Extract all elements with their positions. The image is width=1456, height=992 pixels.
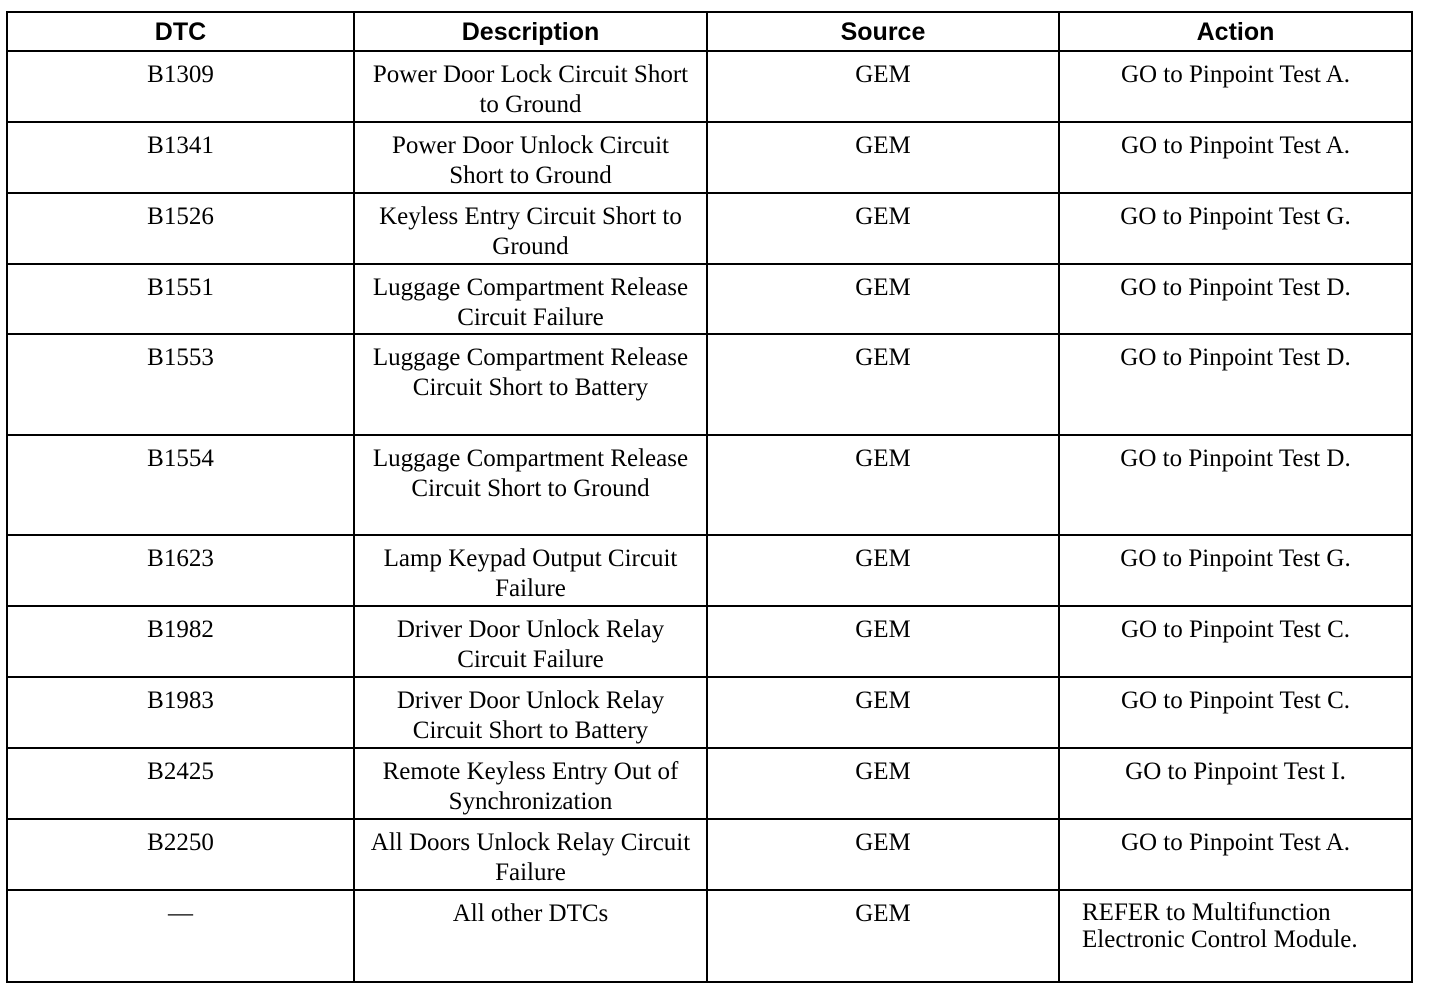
description-text: Power Door Unlock Circuit Short to Ground — [391, 132, 670, 189]
source-text: GEM — [855, 900, 911, 927]
table-row — [7, 535, 1412, 606]
table-row — [7, 264, 1412, 334]
table-header — [7, 12, 1412, 51]
description-text: Keyless Entry Circuit Short to Ground — [379, 203, 682, 260]
description-cell — [354, 51, 707, 122]
source-text: GEM — [855, 545, 911, 572]
dtc-cell — [7, 535, 354, 606]
source-cell — [707, 122, 1059, 193]
table-row — [7, 748, 1412, 819]
description-cell — [354, 606, 707, 677]
table-row — [7, 819, 1412, 890]
source-text: GEM — [855, 445, 911, 472]
dtc-code: B1551 — [147, 274, 214, 301]
action-cell — [1059, 677, 1412, 748]
dtc-code: B1983 — [147, 687, 214, 714]
action-text: GO to Pinpoint Test A. — [1120, 132, 1351, 159]
source-text: GEM — [855, 344, 911, 371]
action-cell — [1059, 435, 1412, 535]
dtc-cell — [7, 334, 354, 435]
table-row — [7, 890, 1412, 982]
description-text: Luggage Compartment Release Circuit Failure — [372, 274, 689, 331]
source-cell — [707, 606, 1059, 677]
action-cell — [1059, 334, 1412, 435]
dtc-cell — [7, 435, 354, 535]
description-cell — [354, 535, 707, 606]
source-cell — [707, 193, 1059, 264]
source-text: GEM — [855, 203, 911, 230]
source-text: GEM — [855, 61, 911, 88]
action-text: GO to Pinpoint Test D. — [1120, 274, 1351, 301]
description-cell — [354, 264, 707, 334]
table-body — [7, 51, 1412, 982]
action-text: GO to Pinpoint Test C. — [1120, 687, 1351, 714]
dtc-code: B1526 — [147, 203, 214, 230]
dtc-cell — [7, 890, 354, 982]
action-text: GO to Pinpoint Test I. — [1125, 758, 1346, 785]
source-cell — [707, 334, 1059, 435]
description-cell — [354, 890, 707, 982]
action-text: GO to Pinpoint Test A. — [1120, 61, 1351, 88]
dtc-cell — [7, 122, 354, 193]
header-dtc: DTC — [7, 12, 354, 51]
dtc-cell — [7, 51, 354, 122]
action-cell — [1059, 748, 1412, 819]
action-cell — [1059, 819, 1412, 890]
dtc-cell — [7, 193, 354, 264]
description-text: Driver Door Unlock Relay Circuit Short to Battery — [396, 687, 665, 744]
dtc-code: — — [168, 900, 193, 927]
dtc-cell — [7, 606, 354, 677]
table-row — [7, 122, 1412, 193]
dtc-code: B1309 — [147, 61, 214, 88]
table-row — [7, 51, 1412, 122]
source-text: GEM — [855, 758, 911, 785]
description-text: Driver Door Unlock Relay Circuit Failure — [396, 616, 665, 673]
header-row — [7, 12, 1412, 51]
dtc-table — [6, 11, 1413, 983]
source-cell — [707, 819, 1059, 890]
description-cell — [354, 193, 707, 264]
description-cell — [354, 748, 707, 819]
description-text: Remote Keyless Entry Out of Synchronization — [382, 758, 679, 815]
action-text: REFER to Multifunction Electronic Control Module. — [1082, 899, 1358, 953]
description-cell — [354, 122, 707, 193]
source-cell — [707, 748, 1059, 819]
header-description: Description — [354, 12, 707, 51]
source-cell — [707, 435, 1059, 535]
action-cell — [1059, 535, 1412, 606]
source-cell — [707, 264, 1059, 334]
source-text: GEM — [855, 274, 911, 301]
action-cell — [1059, 606, 1412, 677]
action-text: GO to Pinpoint Test G. — [1120, 545, 1351, 572]
action-text: GO to Pinpoint Test D. — [1120, 445, 1351, 472]
table-row — [7, 435, 1412, 535]
description-cell — [354, 435, 707, 535]
description-cell — [354, 334, 707, 435]
description-cell — [354, 819, 707, 890]
dtc-code: B2425 — [147, 758, 214, 785]
action-text: GO to Pinpoint Test A. — [1120, 829, 1351, 856]
source-cell — [707, 677, 1059, 748]
table-row — [7, 193, 1412, 264]
dtc-cell — [7, 264, 354, 334]
action-cell — [1059, 264, 1412, 334]
dtc-code: B1553 — [147, 344, 214, 371]
source-text: GEM — [855, 687, 911, 714]
action-text: GO to Pinpoint Test D. — [1120, 344, 1351, 371]
dtc-cell — [7, 677, 354, 748]
dtc-cell — [7, 748, 354, 819]
description-text: Power Door Lock Circuit Short to Ground — [372, 61, 689, 118]
source-text: GEM — [855, 829, 911, 856]
action-cell — [1059, 890, 1412, 982]
source-text: GEM — [855, 132, 911, 159]
description-text: Luggage Compartment Release Circuit Short to Ground — [372, 445, 689, 502]
dtc-code: B2250 — [147, 829, 214, 856]
dtc-code: B1341 — [147, 132, 214, 159]
description-text: Luggage Compartment Release Circuit Short to Battery — [372, 344, 689, 401]
dtc-code: B1982 — [147, 616, 214, 643]
action-cell — [1059, 51, 1412, 122]
action-text: GO to Pinpoint Test G. — [1120, 203, 1351, 230]
source-cell — [707, 51, 1059, 122]
dtc-cell — [7, 819, 354, 890]
dtc-code: B1554 — [147, 445, 214, 472]
source-text: GEM — [855, 616, 911, 643]
action-cell — [1059, 122, 1412, 193]
description-text: Lamp Keypad Output Circuit Failure — [383, 545, 678, 602]
description-text: All Doors Unlock Relay Circuit Failure — [370, 829, 691, 886]
table-row — [7, 677, 1412, 748]
header-action: Action — [1059, 12, 1412, 51]
table-row — [7, 606, 1412, 677]
action-text: GO to Pinpoint Test C. — [1120, 616, 1351, 643]
source-cell — [707, 890, 1059, 982]
header-source: Source — [707, 12, 1059, 51]
description-cell — [354, 677, 707, 748]
dtc-code: B1623 — [147, 545, 214, 572]
table-row — [7, 334, 1412, 435]
description-text: All other DTCs — [452, 900, 609, 927]
action-cell — [1059, 193, 1412, 264]
source-cell — [707, 535, 1059, 606]
